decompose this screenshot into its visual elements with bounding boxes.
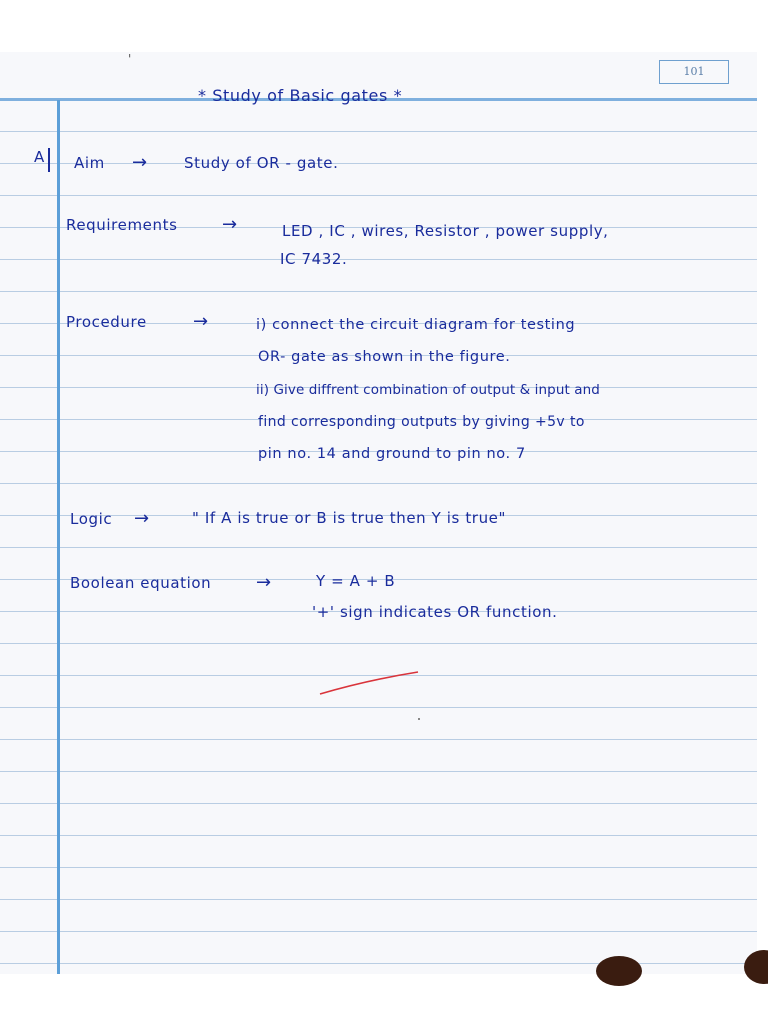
logic-label: Logic (70, 510, 113, 528)
ruled-line (0, 707, 757, 708)
aim-label: Aim (74, 154, 105, 172)
procedure-line: i) connect the circuit diagram for testing (256, 317, 576, 333)
notebook-page (0, 52, 757, 974)
ruled-line (0, 771, 757, 772)
margin-line (57, 100, 60, 974)
requirements-text-line1: LED , IC , wires, Resistor , power supply, (282, 222, 609, 240)
ruled-line (0, 195, 757, 196)
requirements-label: Requirements (66, 216, 178, 234)
ruled-line (0, 131, 757, 132)
logic-arrow: → (134, 508, 150, 529)
page-title: * Study of Basic gates * (198, 86, 403, 105)
procedure-line: pin no. 14 and ground to pin no. 7 (258, 446, 526, 462)
ruled-line (0, 835, 757, 836)
boolean-arrow: → (256, 572, 272, 593)
ruled-line (0, 899, 757, 900)
aim-arrow: → (132, 152, 148, 173)
ink-dot (418, 718, 420, 720)
section-bracket (34, 148, 50, 172)
aim-text: Study of OR - gate. (184, 154, 339, 172)
procedure-label: Procedure (66, 313, 147, 331)
ruled-line (0, 163, 757, 164)
boolean-equation: Y = A + B (316, 572, 396, 590)
boolean-note: '+' sign indicates OR function. (312, 603, 558, 621)
section-marker: A (34, 148, 45, 166)
procedure-arrow: → (193, 311, 209, 332)
ruled-line (0, 963, 757, 964)
ruled-line (0, 739, 757, 740)
procedure-line: ii) Give diffrent combination of output & input and (256, 382, 600, 398)
pen-mark: ' (128, 52, 132, 66)
procedure-line: find corresponding outputs by giving +5v to (258, 414, 585, 430)
ruled-line (0, 259, 757, 260)
logic-text: " If A is true or B is true then Y is true" (192, 509, 507, 527)
ruled-line (0, 643, 757, 644)
boolean-label: Boolean equation (70, 574, 212, 592)
requirements-text-line2: IC 7432. (280, 250, 348, 268)
ruled-line (0, 483, 757, 484)
ruled-line (0, 867, 757, 868)
procedure-line: OR- gate as shown in the figure. (258, 349, 511, 365)
ruled-line (0, 547, 757, 548)
requirements-arrow: → (222, 214, 238, 235)
ruled-line (0, 291, 757, 292)
ruled-line (0, 803, 757, 804)
ruled-line (0, 931, 757, 932)
binding-corner (596, 956, 642, 986)
page-number-box: 101 (659, 60, 729, 84)
check-mark (318, 666, 428, 700)
